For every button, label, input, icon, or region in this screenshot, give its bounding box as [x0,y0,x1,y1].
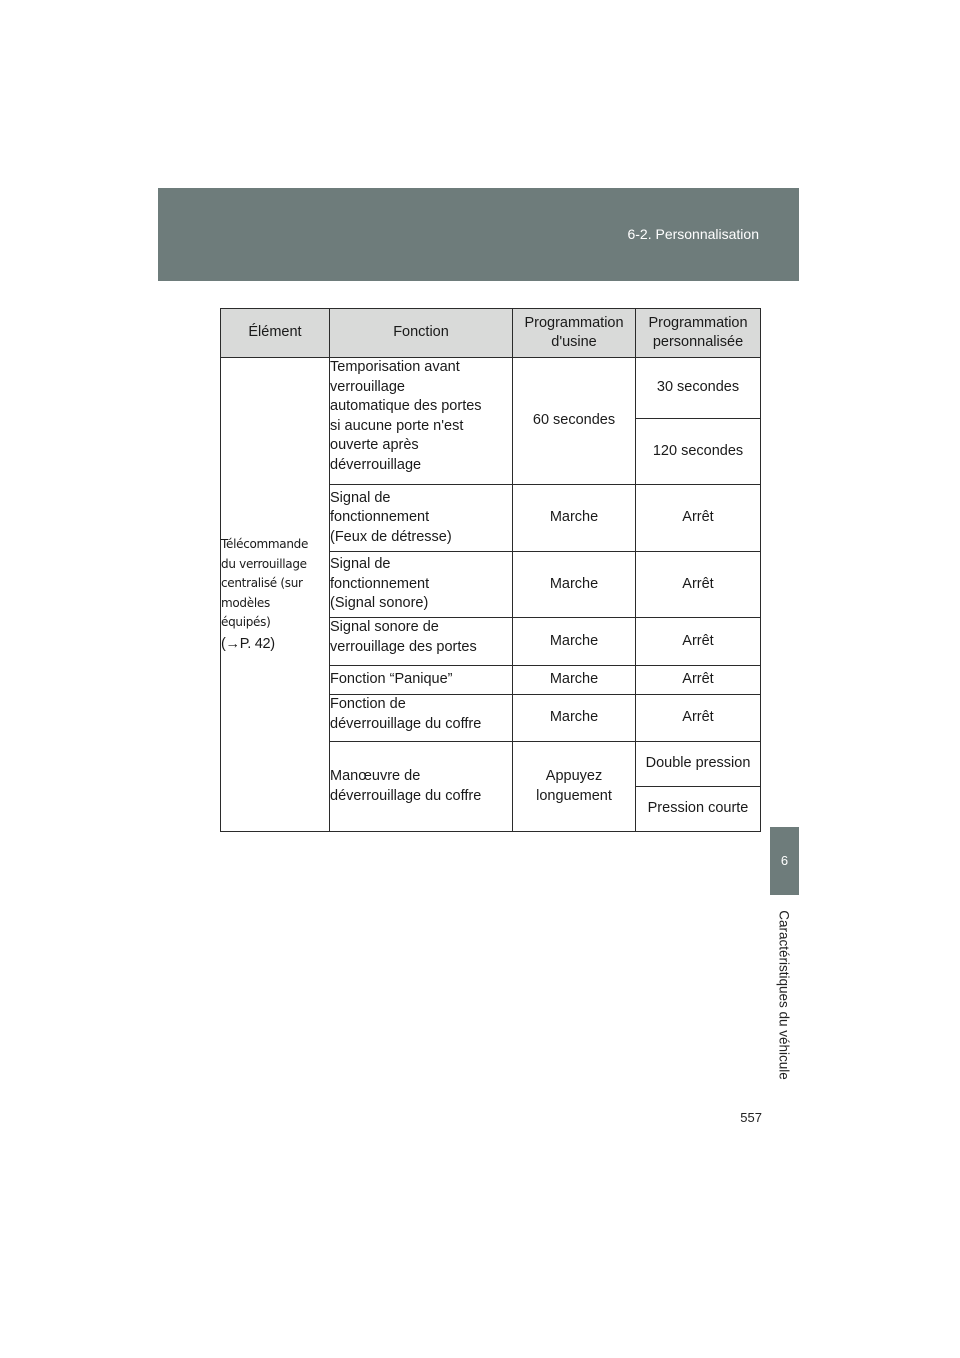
custom-setting-value: Arrêt [682,509,714,526]
function-line: verrouillage des portes [330,638,477,655]
function-line: Signal de [330,556,391,573]
element-label-line: modèles [221,595,270,610]
function-cell [330,742,513,832]
header-fonction-label: Fonction [393,324,449,341]
function-line: ouverte après [330,437,419,453]
section-header-band [158,188,799,281]
factory-setting-cell [513,742,636,832]
custom-setting-value: Pression courte [647,800,749,817]
header-fonction [330,309,513,358]
section-title: 6-2. Personnalisation [627,226,759,242]
page-reference-link[interactable]: (→P. 42) [221,635,275,652]
function-cell [330,666,513,695]
custom-setting-value: Arrêt [682,709,714,726]
function-cell [330,358,513,485]
function-line: si aucune porte n'est [330,417,464,434]
function-cell [330,552,513,618]
header-usine [513,309,636,358]
custom-setting-cell [636,485,761,552]
header-usine-line: d'usine [551,334,597,350]
custom-setting-cell [636,666,761,695]
custom-setting-value: 120 secondes [652,442,744,459]
chapter-tab [770,827,799,895]
element-label-line: équipés) [221,615,271,629]
factory-setting-cell [513,666,636,695]
element-label-line: du verrouillage [221,556,307,571]
custom-setting-cell [636,695,761,742]
function-line: Fonction “Panique” [330,671,453,688]
factory-setting-value: Marche [549,709,599,726]
function-line: (Feux de détresse) [330,528,452,545]
factory-setting-value: Appuyez [545,768,603,784]
function-line: automatique des portes [330,398,482,414]
customization-table [220,308,761,832]
header-element-label: Élément [248,324,302,341]
function-line: verrouillage [330,378,405,395]
function-cell [330,618,513,666]
factory-setting-cell [513,485,636,552]
factory-setting-cell [513,618,636,666]
function-line: (Signal sonore) [330,595,429,612]
function-line: déverrouillage du coffre [330,715,482,732]
function-line: Signal de [330,489,391,506]
function-line: Fonction de [330,696,406,712]
factory-setting-value: Marche [549,575,599,592]
element-label-line: centralisé (sur [221,576,303,590]
chapter-label: Caractéristiques du véhicule [776,910,792,1080]
table-header-row [221,309,761,358]
factory-setting-value: Marche [549,632,599,649]
factory-setting-value: 60 secondes [532,412,616,429]
custom-setting-value: 30 secondes [656,379,740,396]
factory-setting-value: Marche [549,509,599,526]
factory-setting-cell [513,552,636,618]
custom-setting-cell [636,787,761,832]
element-label-line: Télécommande [221,537,309,551]
custom-setting-value: Double pression [645,755,751,772]
function-line: fonctionnement [330,509,430,526]
header-perso [636,309,761,358]
header-usine-line: Programmation [524,315,624,331]
page-number: 557 [740,1110,762,1125]
element-cell [221,358,330,832]
function-line: déverrouillage [330,456,422,473]
custom-setting-cell [636,618,761,666]
custom-setting-value: Arrêt [682,632,714,649]
header-element [221,309,330,358]
custom-setting-cell [636,552,761,618]
function-line: Manœuvre de [330,768,421,784]
custom-setting-value: Arrêt [682,575,714,592]
chapter-number: 6 [780,853,789,868]
factory-setting-value: longuement [536,787,612,804]
function-cell [330,695,513,742]
header-perso-line: personnalisée [652,334,744,350]
factory-setting-cell [513,358,636,485]
factory-setting-value: Marche [549,671,599,688]
custom-setting-cell [636,358,761,419]
factory-setting-cell [513,695,636,742]
custom-setting-cell [636,742,761,787]
custom-setting-cell [636,419,761,485]
function-line: fonctionnement [330,575,430,592]
table-row [221,358,761,419]
header-perso-line: Programmation [648,315,748,331]
custom-setting-value: Arrêt [682,671,714,688]
function-line: Signal sonore de [330,619,439,635]
function-line: déverrouillage du coffre [330,787,482,804]
function-cell [330,485,513,552]
function-line: Temporisation avant [330,359,460,375]
